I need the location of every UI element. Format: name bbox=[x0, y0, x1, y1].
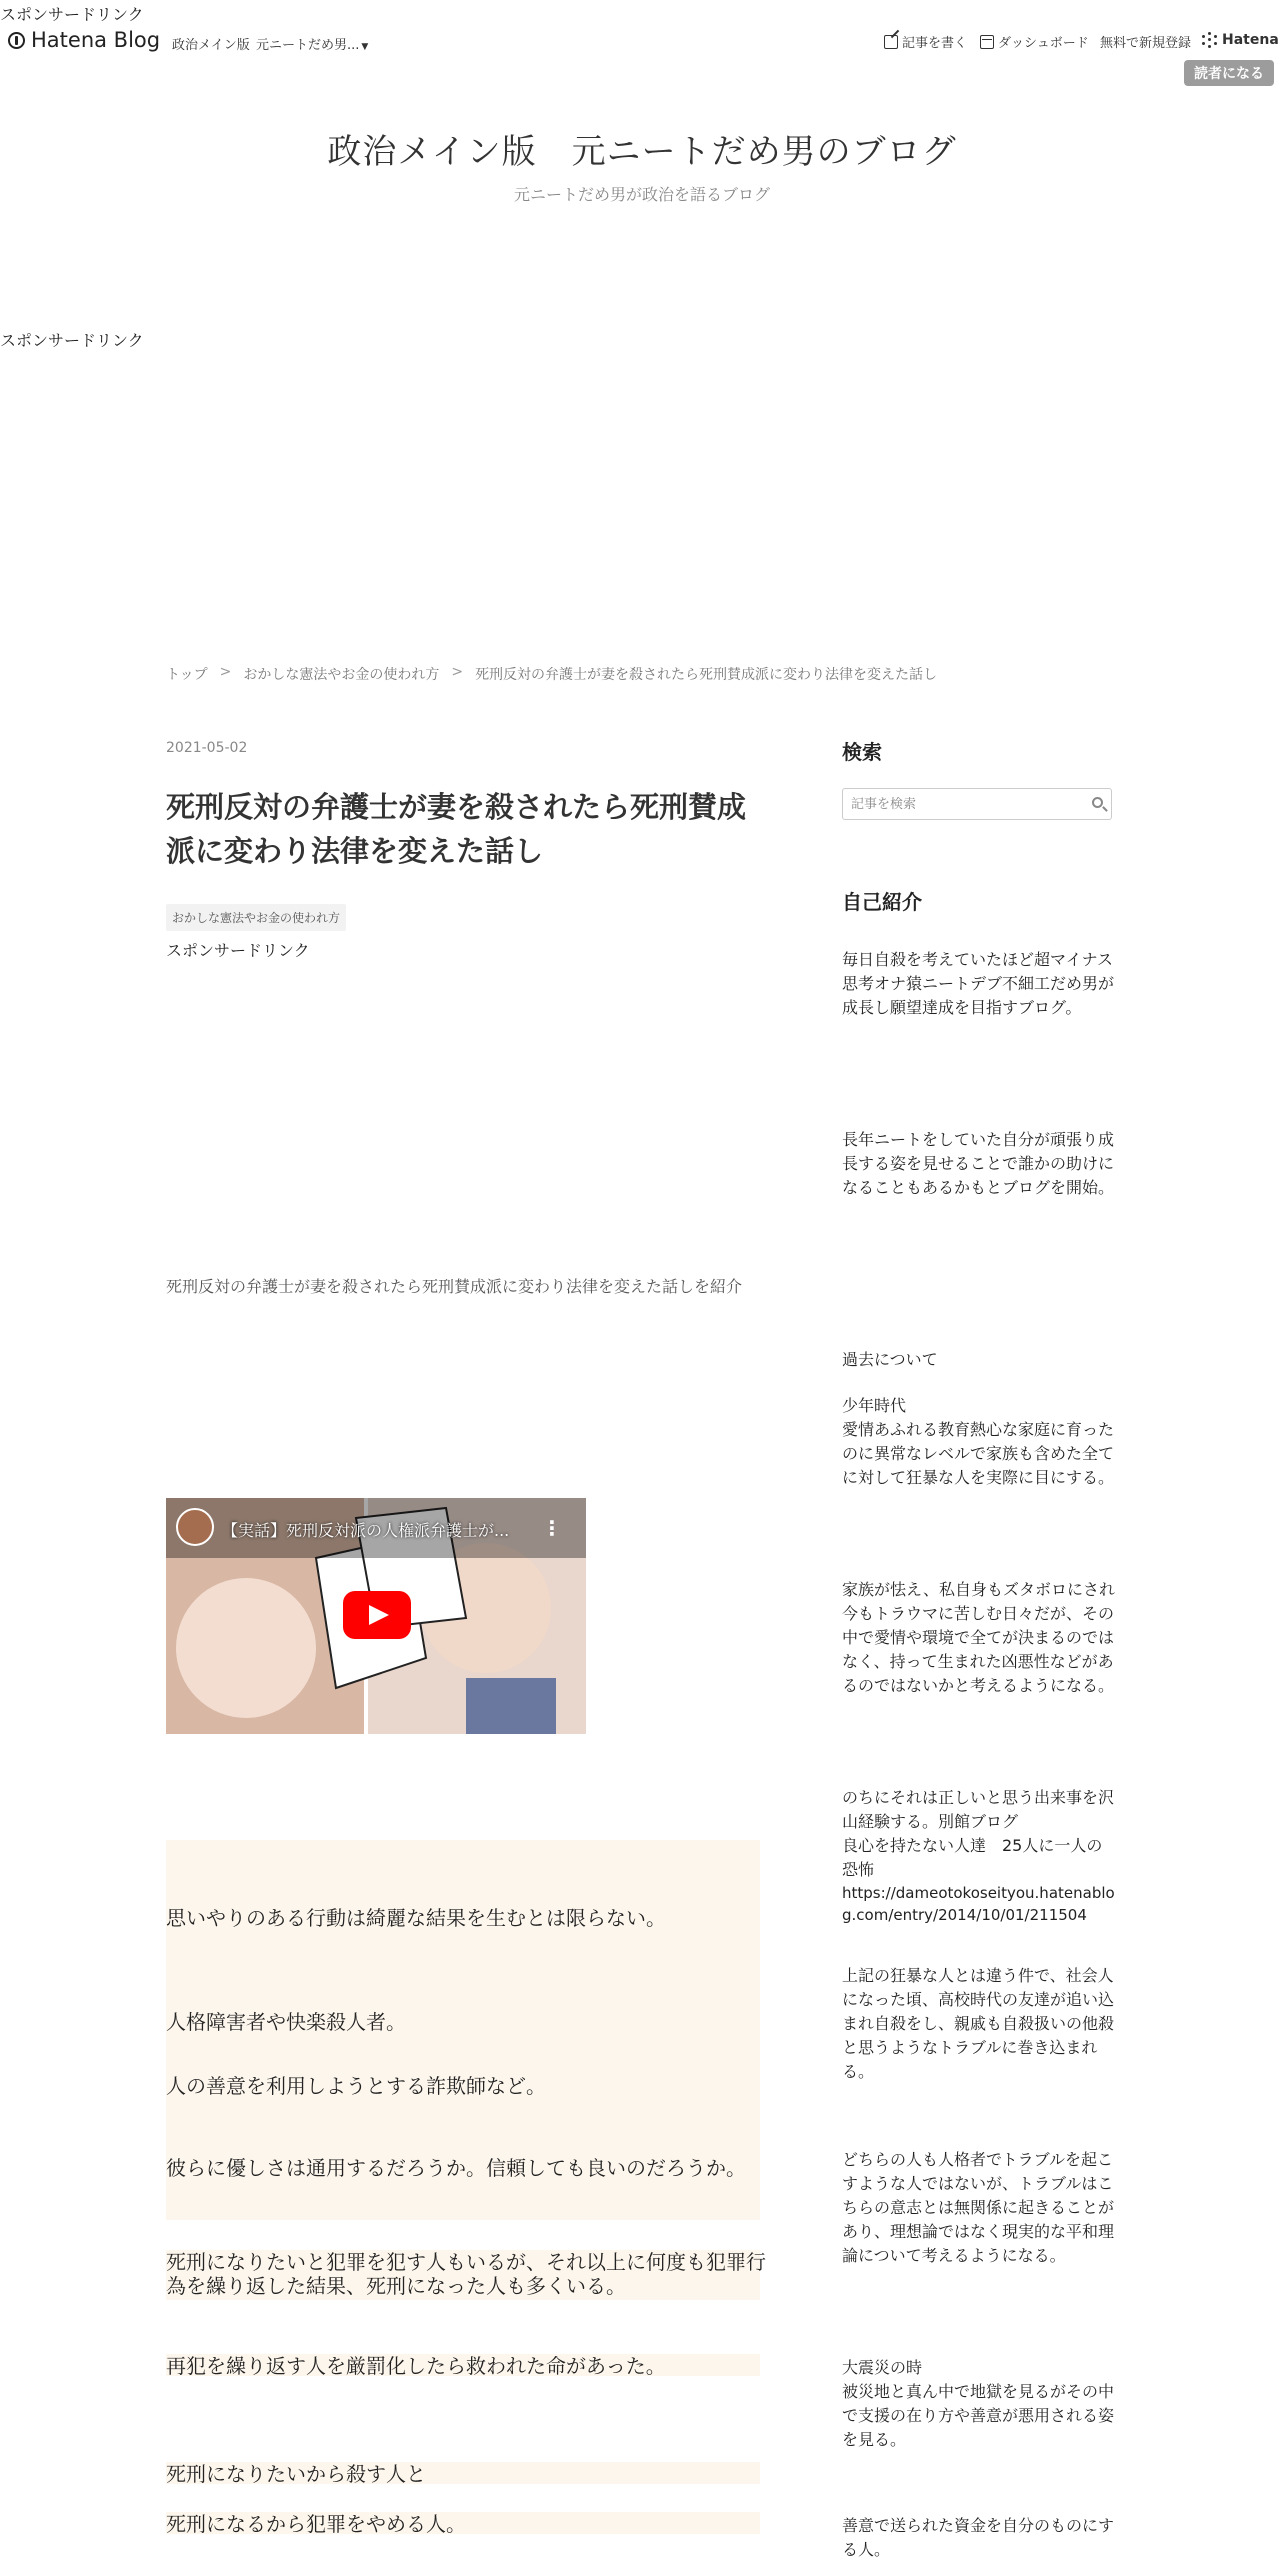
profile-text: 毎日自殺を考えていたほど超マイナス思考オナ猿ニートデブ不細工だめ男が成長し願望達成を目指すブログ。 bbox=[842, 950, 1115, 1017]
hatena-logo-icon bbox=[8, 32, 25, 49]
sponsored-link-label: スポンサードリンク bbox=[0, 5, 144, 24]
profile-text: のちにそれは正しいと思う出来事を沢山経験する。別館ブログ 良心を持たない人達 25人に一人の恐怖 bbox=[842, 1788, 1115, 1879]
video-title[interactable]: 【実話】死刑反対派の人権派弁護士が... bbox=[222, 1521, 510, 1540]
category-tag[interactable]: おかしな憲法やお金の使われ方 bbox=[166, 904, 346, 931]
breadcrumb-separator: > bbox=[219, 664, 232, 680]
sponsored-link-label: スポンサードリンク bbox=[0, 331, 144, 350]
article-paragraph: 思いやりのある行動は綺麗な結果を生むとは限らない。 bbox=[166, 1906, 666, 1930]
blog-switcher-label[interactable]: 政治メイン版 bbox=[172, 38, 250, 53]
hatena-label: Hatena bbox=[1222, 32, 1279, 48]
more-vert-icon[interactable]: ⋮ bbox=[542, 1516, 562, 1540]
profile-text: どちらの人も人格者でトラブルを起こすような人ではないが、トラブルはこちらの意志とは無関係に起きることがあり、理想論ではなく現実的な平和理論について考えるようになる。 bbox=[842, 2150, 1115, 2265]
dashboard-icon bbox=[980, 35, 994, 49]
channel-avatar[interactable] bbox=[176, 1508, 214, 1546]
intro-text: 死刑反対の弁護士が妻を殺されたら死刑賛成派に変わり法律を変えた話しを紹介 bbox=[166, 1277, 743, 1296]
search-input[interactable] bbox=[843, 789, 1099, 819]
search-form bbox=[842, 788, 1112, 820]
pen-icon bbox=[884, 35, 898, 49]
article-paragraph: 死刑になりたいから殺す人と bbox=[166, 2462, 426, 2486]
blog-menu-dropdown[interactable] bbox=[256, 34, 368, 53]
article-paragraph: 死刑になりたいと犯罪を犯す人もいるが、それ以上に何度も犯罪行為を繰り返した結果、死刑になった人も多くいる。 bbox=[166, 2250, 766, 2298]
entry-title[interactable]: 死刑反対の弁護士が妻を殺されたら死刑賛成派に変わり法律を変えた話し bbox=[166, 790, 747, 868]
profile-text: 大震災の時 被災地と真ん中で地獄を見るがその中で支援の在り方や善意が悪用される姿を見る。 bbox=[842, 2358, 1115, 2449]
dashboard-link[interactable] bbox=[980, 32, 1089, 51]
breadcrumb-top[interactable]: トップ bbox=[166, 667, 208, 683]
write-article-label: 記事を書く bbox=[902, 36, 968, 51]
blog-title[interactable]: 政治メイン版 元ニートだめ男のブログ bbox=[327, 132, 957, 172]
article-paragraph: 彼らに優しさは通用するだろうか。信頼しても良いのだろうか。 bbox=[166, 2156, 746, 2180]
profile-text: 過去について bbox=[842, 1350, 938, 1369]
sponsored-link-label: スポンサードリンク bbox=[166, 941, 310, 960]
article-paragraph: 死刑になるから犯罪をやめる人。 bbox=[166, 2512, 466, 2536]
entry-date[interactable]: 2021-05-02 bbox=[166, 740, 248, 756]
hatena-blog-logo[interactable] bbox=[8, 28, 160, 52]
register-link[interactable]: 無料で新規登録 bbox=[1100, 36, 1192, 51]
profile-text: 上記の狂暴な人とは違う件で、社会人になった頃、高校時代の友達が追い込まれ自殺をし、親戚も自殺扱いの他殺と思うようなトラブルに巻き込まれる。 bbox=[842, 1966, 1115, 2081]
article-paragraph: 再犯を繰り返す人を厳罰化したら救われた命があった。 bbox=[166, 2354, 666, 2378]
breadcrumb bbox=[166, 664, 937, 684]
write-article-link[interactable] bbox=[884, 32, 967, 51]
play-button[interactable] bbox=[343, 1591, 411, 1639]
article-paragraph: 人の善意を利用しようとする詐欺師など。 bbox=[166, 2074, 546, 2098]
dashboard-label: ダッシュボード bbox=[998, 36, 1089, 51]
breadcrumb-category[interactable]: おかしな憲法やお金の使われ方 bbox=[243, 667, 440, 683]
external-blog-link[interactable]: https://dameotokoseityou.hatenablog.com/entry/2014/10/01/211504 bbox=[842, 1884, 1115, 1924]
chevron-down-icon: ▼ bbox=[361, 42, 369, 52]
search-icon[interactable] bbox=[1092, 797, 1103, 808]
breadcrumb-current: 死刑反対の弁護士が妻を殺されたら死刑賛成派に変わり法律を変えた話し bbox=[475, 667, 938, 683]
youtube-video-embed[interactable] bbox=[166, 1498, 586, 1734]
logo-text: Hatena Blog bbox=[31, 28, 161, 52]
breadcrumb-separator: > bbox=[451, 664, 464, 680]
profile-text: 善意で送られた資金を自分のものにする人。 bbox=[842, 2516, 1115, 2559]
profile-text: 家族が怯え、私自身もズタボロにされ今もトラウマに苦しむ日々だが、その中で愛情や環境で全てが決まるのではなく、持って生まれた凶悪性などがあるのではないかと考えるようになる。 bbox=[842, 1580, 1115, 1695]
subscribe-button[interactable]: 読者になる bbox=[1184, 60, 1274, 86]
profile-text: 長年ニートをしていた自分が頑張り成長する姿を見せることで誰かの助けになることもあるかもとブログを開始。 bbox=[842, 1130, 1115, 1197]
profile-heading: 自己紹介 bbox=[842, 890, 922, 914]
profile-text: 少年時代 愛情あふれる教育熱心な家庭に育ったのに異常なレベルで家族も含めた全てに対して狂暴な人を実際に目にする。 bbox=[842, 1396, 1115, 1487]
article-paragraph: 人格障害者や快楽殺人者。 bbox=[166, 2010, 406, 2034]
blog-description: 元ニートだめ男が政治を語るブログ bbox=[513, 185, 770, 204]
blog-menu-label: 元ニートだめ男... bbox=[256, 38, 360, 53]
hatena-menu[interactable] bbox=[1202, 32, 1279, 48]
hatena-dots-icon bbox=[1202, 32, 1218, 48]
search-heading: 検索 bbox=[842, 740, 882, 764]
